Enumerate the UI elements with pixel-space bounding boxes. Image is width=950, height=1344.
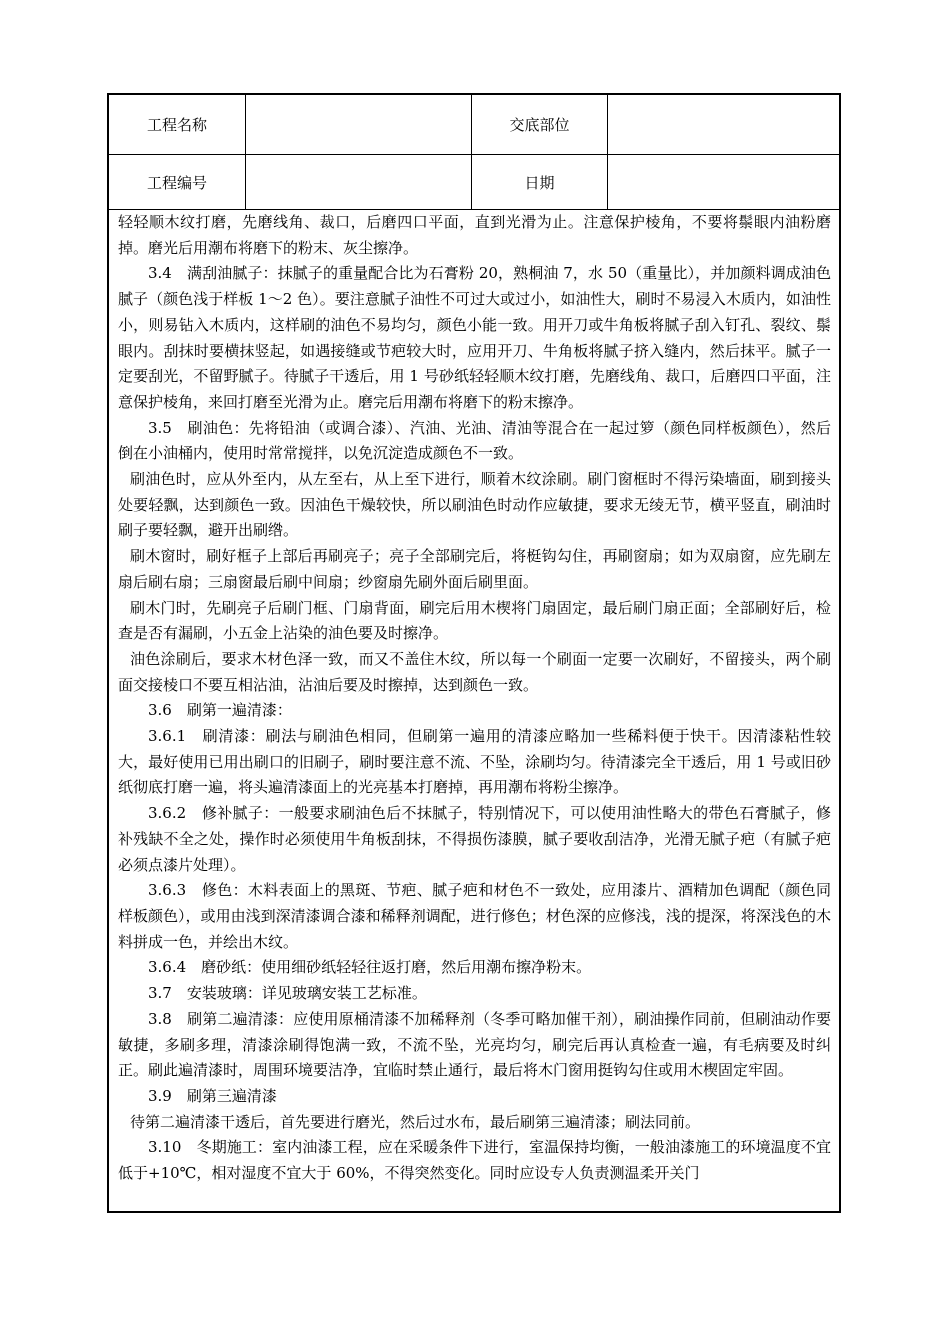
- paragraph: 3.7 安装玻璃：详见玻璃安装工艺标准。: [148, 984, 427, 1003]
- paragraph: 3.9 刷第三遍清漆: [148, 1086, 277, 1105]
- paragraph: 待第二遍清漆干透后，首先要进行磨光，然后过水布，最后刷第三遍清漆；刷法同前。: [130, 1112, 701, 1131]
- paragraph: 3.6.4 磨砂纸：使用细砂纸轻轻往返打磨，然后用潮布擦净粉末。: [148, 958, 592, 977]
- paragraph: 刷木门时，先刷亮子后刷门框、门扇背面，刷完后用木楔将门扇固定，最后刷门扇正面；全部刷好后，检查是否有漏刷，小五金上沾染的油色要及时擦净。: [118, 598, 831, 643]
- paragraph: 刷油色时，应从外至内，从左至右，从上至下进行，顺着木纹涂刷。刷门窗框时不得污染墙面，刷到接头处要轻飘，达到颜色一致。因油色干燥较快，所以刷油色时动作应敏捷，要求无绫无节，横平竖直，刷油时刷子要轻飘，避开出刷绺。: [118, 470, 831, 540]
- paragraph: 3.6 刷第一遍清漆：: [148, 701, 292, 720]
- paragraph: 3.6.3 修色：木料表面上的黑斑、节疤、腻子疤和材色不一致处，应用漆片、酒精加色调配（颜色同样板颜色），或用由浅到深清漆调合漆和稀释剂调配，进行修色；材色深的应修浅，浅的提深，将深浅色的木料拼成一色，并绘出木纹。: [118, 881, 831, 951]
- disclosure-sheet: [107, 93, 841, 1213]
- header-table: [109, 95, 839, 210]
- project-no-label: 工程编号: [109, 155, 246, 210]
- paragraph: 轻轻顺木纹打磨，先磨线角、裁口，后磨四口平面，直到光滑为止。注意保护棱角，不要将鬃眼内油粉磨掉。磨光后用潮布将磨下的粉末、灰尘擦净。: [118, 213, 831, 257]
- document-body: [109, 210, 839, 1187]
- paragraph: 3.5 刷油色：先将铅油（或调合漆）、汽油、光油、清油等混合在一起过箩（颜色同样板颜色），然后倒在小油桶内，使用时常常搅拌，以免沉淀造成颜色不一致。: [118, 418, 831, 463]
- paragraph: 油色涂刷后，要求木材色泽一致，而又不盖住木纹，所以每一个刷面一定要一次刷好，不留接头，两个刷面交接棱口不要互相沾油，沾油后要及时擦掉，达到颜色一致。: [118, 649, 831, 694]
- paragraph: 3.6.1 刷清漆：刷法与刷油色相同，但刷第一遍用的清漆应略加一些稀料便于快干。因清漆粘性较大，最好使用已用出刷口的旧刷子，刷时要注意不流、不坠，涂刷均匀。待清漆完全干透后，用 1 号或旧砂纸彻底打磨一遍，将头遍清漆面上的光亮基本打磨掉，再用潮布将粉尘擦净。: [118, 727, 831, 797]
- paragraph: 3.6.2 修补腻子：一般要求刷油色后不抹腻子，特别情况下，可以使用油性略大的带色石膏腻子，修补残缺不全之处，操作时必须使用牛角板刮抹，不得损伤漆膜，腻子要收刮洁净，光滑无腻子疤（有腻子疤必须点漆片处理）。: [118, 804, 831, 874]
- date-field[interactable]: [608, 155, 839, 210]
- paragraph: 3.8 刷第二遍清漆：应使用原桶清漆不加稀释剂（冬季可略加催干剂），刷油操作同前，但刷油动作要敏捷，多刷多理，清漆涂刷得饱满一致，不流不坠，光亮均匀，刷完后再认真检查一遍，有毛病要及时纠正。刷此遍清漆时，周围环境要洁净，宜临时禁止通行，最后将木门窗用挺钩勾住或用木楔固定牢固。: [118, 1009, 831, 1080]
- project-name-field[interactable]: [246, 95, 472, 155]
- handover-part-field[interactable]: [608, 95, 839, 155]
- paragraph: 刷木窗时，刷好框子上部后再刷亮子；亮子全部刷完后，将梃钩勾住，再刷窗扇；如为双扇窗，应先刷左扇后刷右扇；三扇窗最后刷中间扇；纱窗扇先刷外面后刷里面。: [118, 547, 831, 591]
- date-label: 日期: [472, 155, 608, 210]
- paragraph: 3.10 冬期施工：室内油漆工程，应在采暖条件下进行，室温保持均衡，一般油漆施工的环境温度不宜低于+10℃，相对湿度不宜大于 60%，不得突然变化。同时应设专人负责测温柔开关门: [118, 1138, 831, 1183]
- handover-part-label: 交底部位: [472, 95, 608, 155]
- project-name-label: 工程名称: [109, 95, 246, 155]
- paragraph: 3.4 满刮油腻子：抹腻子的重量配合比为石膏粉 20，熟桐油 7，水 50（重量比），并加颜料调成油色腻子（颜色浅于样板 1～2 色）。要注意腻子油性不可过大或过小，如油性大，刷时不易浸入木质内，如油性小，则易钻入木质内，这样刷的油色不易均匀，颜色小能一致。用开刀或牛角板将腻子刮入钉孔、裂纹、鬃眼内。刮抹时要横抹竖起，如遇接缝或节疤较大时，应用开刀、牛角板将腻子挤入缝内，然后抹平。腻子一定要刮光，不留野腻子。待腻子干透后，用 1 号砂纸轻轻顺木纹打磨，先磨线角、裁口，后磨四口平面，注意保护棱角，来回打磨至光滑为止。磨完后用潮布将磨下的粉末擦净。: [118, 264, 831, 411]
- project-no-field[interactable]: [246, 155, 472, 210]
